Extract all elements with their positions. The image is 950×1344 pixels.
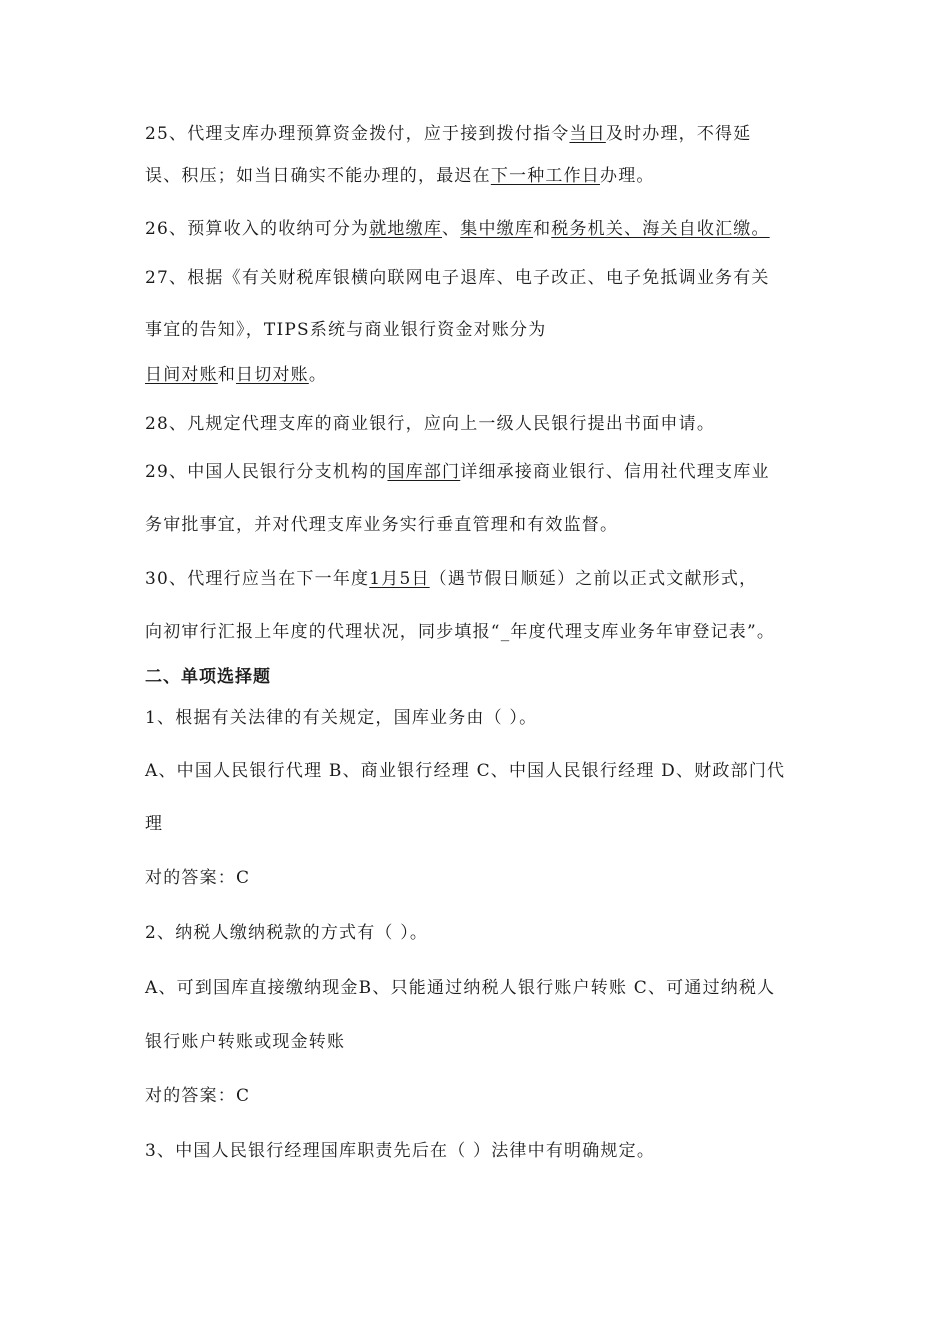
mc2-options [145, 977, 775, 999]
q26-blank-answer-2: 集中缴库 [460, 219, 534, 239]
q25-blank-answer-2: 下一种工作日 [490, 166, 601, 186]
q26-text: 26、预算收入的收纳可分为 [145, 219, 370, 239]
q25-text: 及时办理，不得延 [605, 124, 752, 144]
q30-text: 向初审行汇报上年度的代理状况，同步填报“_年度代理支库业务年审登记表”。 [145, 622, 776, 642]
mc3-question-text: 3、中国人民银行经理国库职责先后在（ ）法律中有明确规定。 [145, 1141, 656, 1161]
q26-line [145, 218, 770, 240]
q29-blank-answer: 国库部门 [387, 462, 461, 482]
q27-text: 。 [308, 365, 328, 385]
section-title: 二、单项选择题 [145, 667, 271, 687]
q27-blank-answer-2: 日切对账 [236, 365, 309, 385]
q25-text: 25、代理支库办理预算资金拨付，应于接到拨付指令 [145, 124, 570, 144]
mc2-answer-text: 对的答案：C [145, 1086, 251, 1106]
mc1-options-text: 理 [145, 814, 164, 834]
mc2-question-text: 2、纳税人缴纳税款的方式有（ ）。 [145, 923, 429, 943]
mc2-options-cont [145, 1031, 345, 1053]
q26-blank-answer-3: 税务机关、海关自收汇缴。 [551, 219, 770, 239]
mc1-question-text: 1、根据有关法律的有关规定，国库业务由（ ）。 [145, 708, 538, 728]
q27-line-1 [145, 267, 770, 289]
q29-line-2 [145, 514, 618, 536]
q30-text: （遇节假日顺延）之前以正式文献形式， [429, 569, 758, 589]
q27-line-2 [145, 319, 546, 341]
q30-text: 30、代理行应当在下一年度 [145, 569, 370, 589]
q28-text: 28、凡规定代理支库的商业银行，应向上一级人民银行提出书面申请。 [145, 414, 716, 434]
mc2-options-text: 银行账户转账或现金转账 [145, 1032, 346, 1052]
section-heading-single-choice [145, 666, 271, 688]
q28-line [145, 413, 715, 435]
q29-text: 详细承接商业银行、信用社代理支库业 [460, 462, 770, 482]
mc2-question [145, 922, 428, 944]
mc1-options-cont [145, 813, 163, 835]
mc1-question [145, 707, 537, 729]
mc1-options [145, 760, 785, 782]
mc2-answer [145, 1085, 250, 1107]
q29-text: 29、中国人民银行分支机构的 [145, 462, 388, 482]
q25-text: 误、积压；如当日确实不能办理的，最迟在 [145, 166, 491, 186]
q26-text: 和 [533, 219, 552, 239]
q29-line-1 [145, 461, 770, 483]
q27-text: 事宜的告知》，TIPS系统与商业银行资金对账分为 [145, 320, 547, 340]
q30-line-1 [145, 568, 757, 590]
q25-line-2 [145, 165, 655, 187]
q26-blank-answer-1: 就地缴库 [369, 219, 443, 239]
q27-line-3 [145, 364, 327, 386]
q25-text: 办理。 [600, 166, 655, 186]
q29-text: 务审批事宜，并对代理支库业务实行垂直管理和有效监督。 [145, 515, 619, 535]
mc1-answer-text: 对的答案：C [145, 868, 251, 888]
q27-text: 和 [217, 365, 237, 385]
mc1-answer [145, 867, 250, 889]
mc3-question [145, 1140, 655, 1162]
q27-blank-answer-1: 日间对账 [145, 365, 218, 385]
q25-blank-answer-1: 当日 [569, 124, 606, 144]
mc2-options-text: A、可到国库直接缴纳现金B、只能通过纳税人银行账户转账 C、可通过纳税人 [145, 978, 776, 998]
q25-line-1 [145, 123, 751, 145]
q30-line-2 [145, 621, 775, 643]
q30-blank-answer: 1月5日 [369, 569, 430, 589]
q27-text: 27、根据《有关财税库银横向联网电子退库、电子改正、电子免抵调业务有关 [145, 268, 770, 288]
q26-text: 、 [442, 219, 461, 239]
mc1-options-text: A、中国人民银行代理 B、商业银行经理 C、中国人民银行经理 D、财政部门代 [145, 761, 786, 781]
